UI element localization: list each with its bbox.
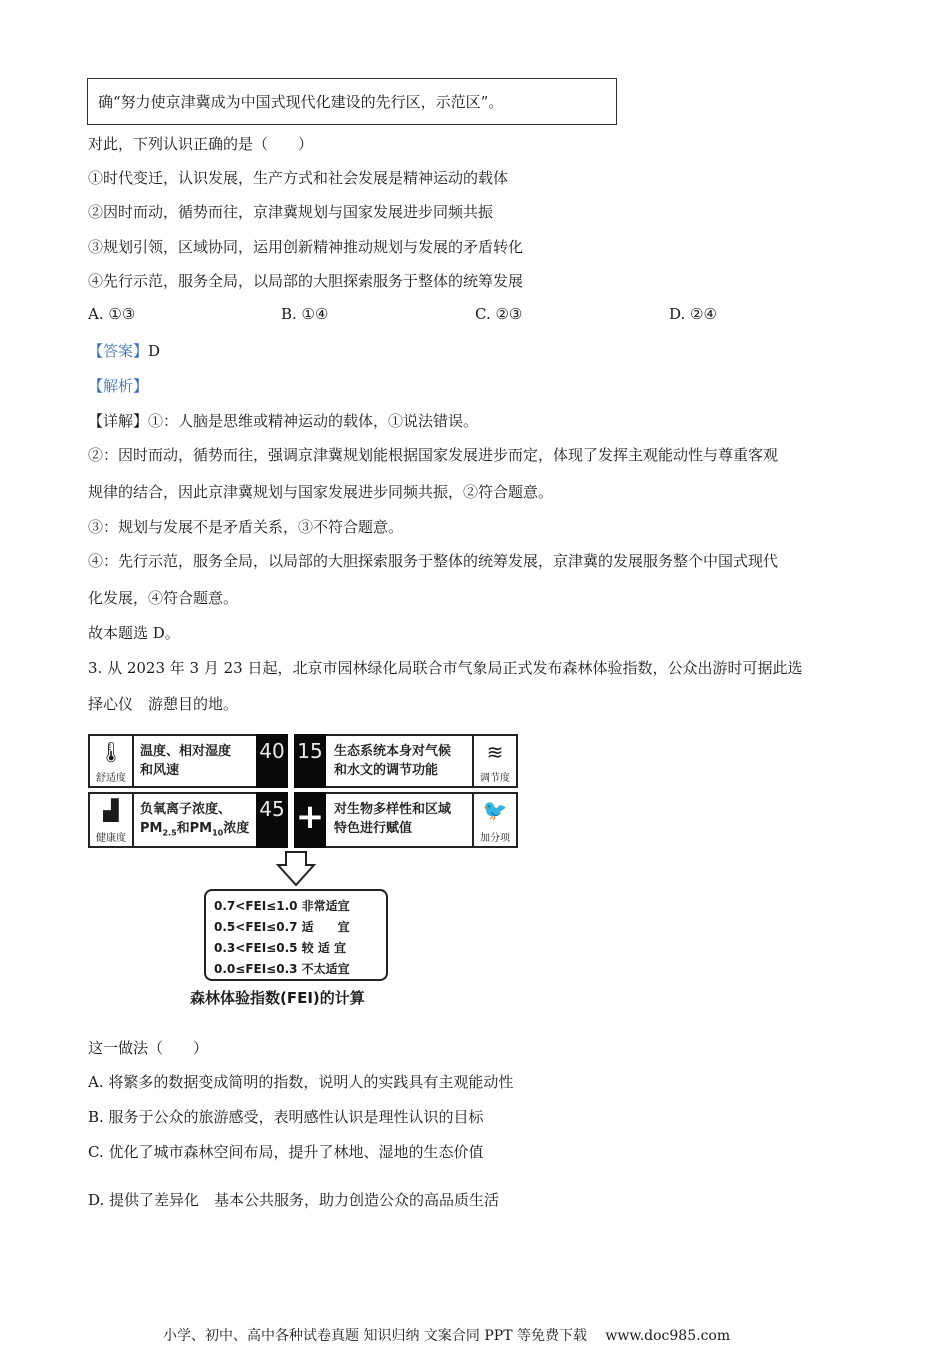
q3-option-c: C. 优化了城市森林空间布局，提升了林地、湿地的生态价值 — [88, 1143, 484, 1161]
fei-cell-comfort — [88, 734, 288, 788]
answer-value: D — [148, 342, 161, 360]
q3-option-d: D. 提供了差异化 基本公共服务，助力创造公众的高品质生活 — [88, 1191, 500, 1209]
score-regulation: 15 — [294, 734, 326, 788]
detail-text-1: ①：人脑是思维或精神运动的载体，①说法错误。 — [148, 412, 479, 430]
page-footer: 小学、初中、高中各种试卷真题 知识归纳 文案合同 PPT 等免费下载 www.doc985.com — [163, 1328, 731, 1344]
detail-line-5: ④：先行示范，服务全局，以局部的大胆探索服务于整体的统筹发展，京津冀的发展服务整个中国式现代 — [88, 552, 779, 570]
score-comfort: 40 — [256, 734, 288, 788]
fei-figure — [88, 734, 520, 1014]
detail-line-3: 规律的结合，因此京津冀规划与国家发展进步同频共振，②符合题意。 — [88, 483, 554, 501]
option-b: B. ①④ — [281, 305, 329, 323]
down-arrow-icon — [276, 851, 316, 887]
score-health: 45 — [256, 792, 288, 848]
fei-range-2: 0.5<FEI≤0.7 适 宜 — [214, 920, 350, 934]
detail-line-2: ②：因时而动，循势而往，强调京津冀规划能根据国家发展进步而定，体现了发挥主观能动性与尊重客观 — [88, 446, 779, 464]
icon-label-bonus: 加分项 — [480, 833, 510, 844]
q3-option-b: B. 服务于公众的旅游感受，表明感性认识是理性认识的目标 — [88, 1108, 484, 1126]
option-a: A. ①③ — [88, 305, 136, 323]
statement-2: ②因时而动，循势而往，京津冀规划与国家发展进步同频共振 — [88, 203, 494, 221]
cell-text-regulation: 生态系统本身对气候 和水文的调节功能 — [334, 744, 452, 778]
question-stem: 对此，下列认识正确的是（ ） — [88, 135, 314, 153]
city-icon: ▟ 健康度 — [90, 794, 134, 846]
cell-text-bonus: 对生物多样性和区域 特色进行赋值 — [334, 802, 452, 836]
icon-label-regulation: 调节度 — [480, 773, 510, 784]
fei-cell-bonus — [294, 792, 518, 848]
fei-range-4: 0.0≤FEI≤0.3 不太适宜 — [214, 962, 350, 976]
bird-icon: 🐦 加分项 — [472, 794, 516, 846]
cell-text-health: 负氧离子浓度、 $PM_{2.5}$和$PM_{10}$浓度 — [140, 802, 250, 838]
fei-range-box — [204, 889, 388, 981]
statement-3: ③规划引领，区域协同，运用创新精神推动规划与发展的矛盾转化 — [88, 238, 524, 256]
quote-text: 确“努力使京津冀成为中国式现代化建设的先行区，示范区”。 — [98, 93, 504, 111]
fei-cell-regulation — [294, 734, 518, 788]
thermometer-icon: 🌡 舒适度 — [90, 736, 134, 786]
water-icon: ≋ 调节度 — [472, 736, 516, 786]
figure-caption: 森林体验指数(FEI)的计算 — [190, 989, 365, 1007]
icon-label-comfort: 舒适度 — [96, 773, 126, 784]
statement-4: ④先行示范，服务全局，以局部的大胆探索服务于整体的统筹发展 — [88, 272, 524, 290]
answer-tag: 【答案】 — [88, 342, 149, 360]
q3-option-a: A. 将繁多的数据变成简明的指数，说明人的实践具有主观能动性 — [88, 1073, 514, 1091]
q3-stem-line-1: 3. 从 2023 年 3 月 23 日起，北京市园林绿化局联合市气象局正式发布森林体验指数，公众出游时可据此选 — [88, 659, 803, 677]
icon-label-health: 健康度 — [96, 833, 126, 844]
statement-1: ①时代变迁，认识发展，生产方式和社会发展是精神运动的载体 — [88, 169, 509, 187]
cell-text-comfort: 温度、相对湿度 和风速 — [140, 744, 232, 778]
quote-box — [87, 78, 617, 125]
fei-range-1: 0.7<FEI≤1.0 非常适宜 — [214, 899, 350, 913]
detail-line-6: 化发展，④符合题意。 — [88, 589, 239, 607]
detail-line-7: 故本题选 D。 — [88, 624, 180, 642]
plus-icon: + — [294, 792, 326, 848]
detail-line-4: ③：规划与发展不是矛盾关系，③不符合题意。 — [88, 518, 404, 536]
q3-stem-line-2: 择心仪 游憩目的地。 — [88, 695, 239, 713]
analysis-tag: 【解析】 — [88, 377, 149, 395]
fei-range-3: 0.3<FEI≤0.5 较 适 宜 — [214, 941, 347, 955]
answer-line — [88, 340, 160, 361]
option-c: C. ②③ — [475, 305, 523, 323]
q3-question: 这一做法（ ） — [88, 1039, 209, 1057]
detail-tag: 【详解】 — [88, 412, 149, 430]
detail-line-1 — [88, 410, 478, 431]
option-d: D. ②④ — [669, 305, 717, 323]
fei-cell-health — [88, 792, 288, 848]
